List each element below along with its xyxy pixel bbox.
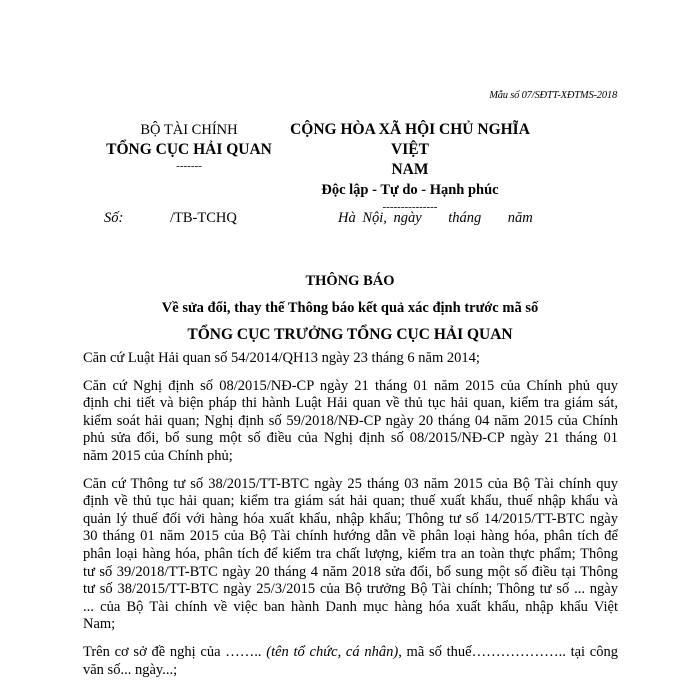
left-separator: ------- <box>176 160 202 172</box>
paragraph-line: phủ sửa đổi, bổ sung một số điều của Nghị định số 08/2015/NĐ-CP ngày 21 tháng 01 <box>83 430 618 447</box>
request-basis-paragraph <box>83 644 618 679</box>
legal-basis-paragraph-1 <box>83 350 618 368</box>
paragraph-line: năm 2015 của Chính phủ; <box>83 447 233 464</box>
place-date-line: Hà Nội, ngày tháng năm <box>338 210 533 226</box>
country-name-line2: NAM <box>391 161 429 178</box>
legal-basis-paragraph-2 <box>83 378 618 466</box>
ministry-name: BỘ TÀI CHÍNH <box>140 122 238 138</box>
right-separator: --------------- <box>382 201 438 213</box>
national-motto: Độc lập - Tự do - Hạnh phúc <box>321 182 499 198</box>
department-name: TỔNG CỤC HẢI QUAN <box>106 141 272 158</box>
paragraph-line: ... của Bộ Tài chính về việc ban hành Danh mục hàng hóa xuất khẩu, nhập khẩu Việt <box>83 598 618 615</box>
paragraph-line: định chi tiết và biện pháp thi hành Luật Hải quan về thủ tục hải quan, kiểm tra giám sát, <box>83 395 618 412</box>
document-number-label: Số: <box>104 210 124 226</box>
paragraph-line: văn số... ngày...; <box>83 661 178 678</box>
request-text-tax-code: , mã số thuế……………….. tại công <box>398 643 618 660</box>
document-number: /TB-TCHQ <box>170 210 237 226</box>
national-header <box>282 120 538 214</box>
paragraph-line: Căn cứ Luật Hải quan số 54/2014/QH13 ngày 23 tháng 6 năm 2014; <box>83 350 480 366</box>
paragraph-line <box>83 644 618 662</box>
paragraph-line: định về thủ tục hải quan; kiểm tra giám sát hải quan; thuế xuất khẩu, thuế nhập khẩu và <box>83 493 618 510</box>
paragraph-line: quản lý thuế đối với hàng hóa xuất khẩu, nhập khẩu; Thông tư số 14/2015/TT-BTC ngày <box>83 510 618 527</box>
country-name-line1: CỘNG HÒA XÃ HỘI CHỦ NGHĨA VIỆT <box>290 121 530 158</box>
issuing-agency-header <box>82 121 296 173</box>
organization-placeholder: (tên tổ chức, cá nhân) <box>266 643 399 660</box>
paragraph-line: phân loại hàng hóa, phân tích để kiểm tra chất lượng, kiểm tra an toàn thực phẩm; Thông <box>83 545 618 562</box>
form-code: Mẫu số 07/SĐTT-XĐTMS-2018 <box>489 90 617 101</box>
legal-basis-paragraph-3 <box>83 476 618 634</box>
paragraph-line: kiểm soát hải quan; Nghị định số 59/2018/NĐ-CP ngày 20 tháng 04 năm 2015 của Chính <box>83 412 618 429</box>
paragraph-line: tư số 38/2015/TT-BTC ngày 25/3/2015 của Bộ trưởng Bộ Tài chính; Thông tư số ... ngày <box>83 581 618 598</box>
paragraph-line: Căn cứ Nghị định số 08/2015/NĐ-CP ngày 21 tháng 01 năm 2015 của Chính phủ quy <box>83 377 618 394</box>
paragraph-line: Nam; <box>83 616 116 633</box>
document-title: THÔNG BÁO <box>305 273 395 289</box>
request-text-start: Trên cơ sở đề nghị của …….. <box>83 643 262 660</box>
paragraph-line: Căn cứ Thông tư số 38/2015/TT-BTC ngày 25 tháng 03 năm 2015 của Bộ Tài chính quy <box>83 475 618 492</box>
paragraph-line: 30 tháng 01 năm 2015 của Bộ Tài chính hướng dẫn về phân loại hàng hóa, phân tích để <box>83 528 618 545</box>
paragraph-line: tư số 39/2018/TT-BTC ngày 20 tháng 4 năm 2018 sửa đổi, bổ sung một số điều tại Thông <box>83 563 618 580</box>
issuing-authority: TỔNG CỤC TRƯỞNG TỔNG CỤC HẢI QUAN <box>187 326 513 343</box>
document-body <box>83 350 618 679</box>
document-subject: Về sửa đổi, thay thế Thông báo kết quả xác định trước mã số <box>161 300 539 316</box>
